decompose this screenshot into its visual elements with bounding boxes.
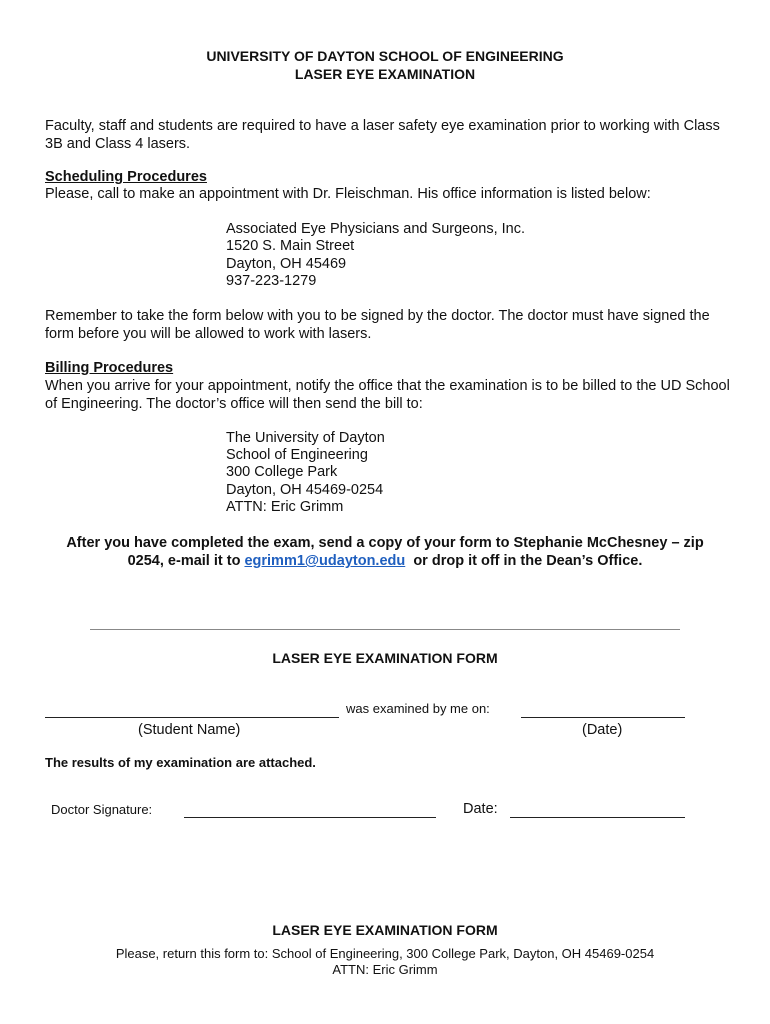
billing-address-line: 300 College Park (226, 464, 338, 480)
document-subtitle: LASER EYE EXAMINATION (294, 66, 476, 82)
doctor-address-line: Associated Eye Physicians and Surgeons, Inc. (226, 221, 526, 237)
billing-address-line: ATTN: Eric Grimm (226, 499, 344, 515)
notice-prefix: 0254, e-mail it to (127, 553, 241, 569)
billing-address-line: School of Engineering (226, 447, 368, 463)
document-title: UNIVERSITY OF DAYTON SCHOOL OF ENGINEERING (206, 48, 564, 64)
notice-suffix: or drop it off in the Dean’s Office. (413, 553, 643, 569)
billing-heading: Billing Procedures (45, 360, 174, 376)
submission-notice-line2 (0, 552, 770, 570)
footer-form-title: LASER EYE EXAMINATION FORM (272, 922, 498, 938)
was-examined-text: was examined by me on: (346, 701, 490, 716)
return-attn: ATTN: Eric Grimm (332, 962, 438, 977)
separator-line (90, 629, 680, 630)
signature-date-field[interactable] (510, 817, 685, 818)
billing-text: When you arrive for your appointment, notify the office that the examination is to be billed to the UD School of Engineering. The doctor’s office will then send the bill to: (45, 378, 730, 412)
doctor-signature-label: Doctor Signature: (51, 802, 153, 817)
submission-notice: After you have completed the exam, send a copy of your form to Stephanie McChesney – zip (66, 535, 704, 551)
email-link[interactable]: egrimm1@udayton.edu (244, 553, 406, 569)
doctor-address-line: Dayton, OH 45469 (226, 256, 347, 272)
reminder-paragraph: Remember to take the form below with you to be signed by the doctor. The doctor must have signed the form before you will be allowed to work with lasers. (45, 308, 710, 342)
signature-date-label: Date: (463, 801, 498, 817)
exam-date-field[interactable] (521, 717, 685, 718)
return-instructions: Please, return this form to: School of Engineering, 300 College Park, Dayton, OH 45469-0254 (115, 946, 655, 961)
form-title: LASER EYE EXAMINATION FORM (272, 650, 498, 666)
doctor-phone: 937-223-1279 (226, 273, 317, 289)
scheduling-text: Please, call to make an appointment with Dr. Fleischman. His office information is listed below: (45, 186, 651, 202)
student-name-field[interactable] (45, 717, 339, 718)
doctor-address-line: 1520 S. Main Street (226, 238, 355, 254)
doctor-signature-field[interactable] (184, 817, 436, 818)
student-name-label: (Student Name) (138, 722, 241, 738)
results-statement: The results of my examination are attached. (45, 755, 316, 770)
intro-paragraph: Faculty, staff and students are required to have a laser safety eye examination prior to working with Class 3B and Class 4 lasers. (45, 118, 720, 152)
billing-address-line: Dayton, OH 45469-0254 (226, 482, 384, 498)
date-label: (Date) (582, 722, 623, 738)
scheduling-heading: Scheduling Procedures (45, 169, 207, 185)
billing-address-line: The University of Dayton (226, 430, 385, 446)
